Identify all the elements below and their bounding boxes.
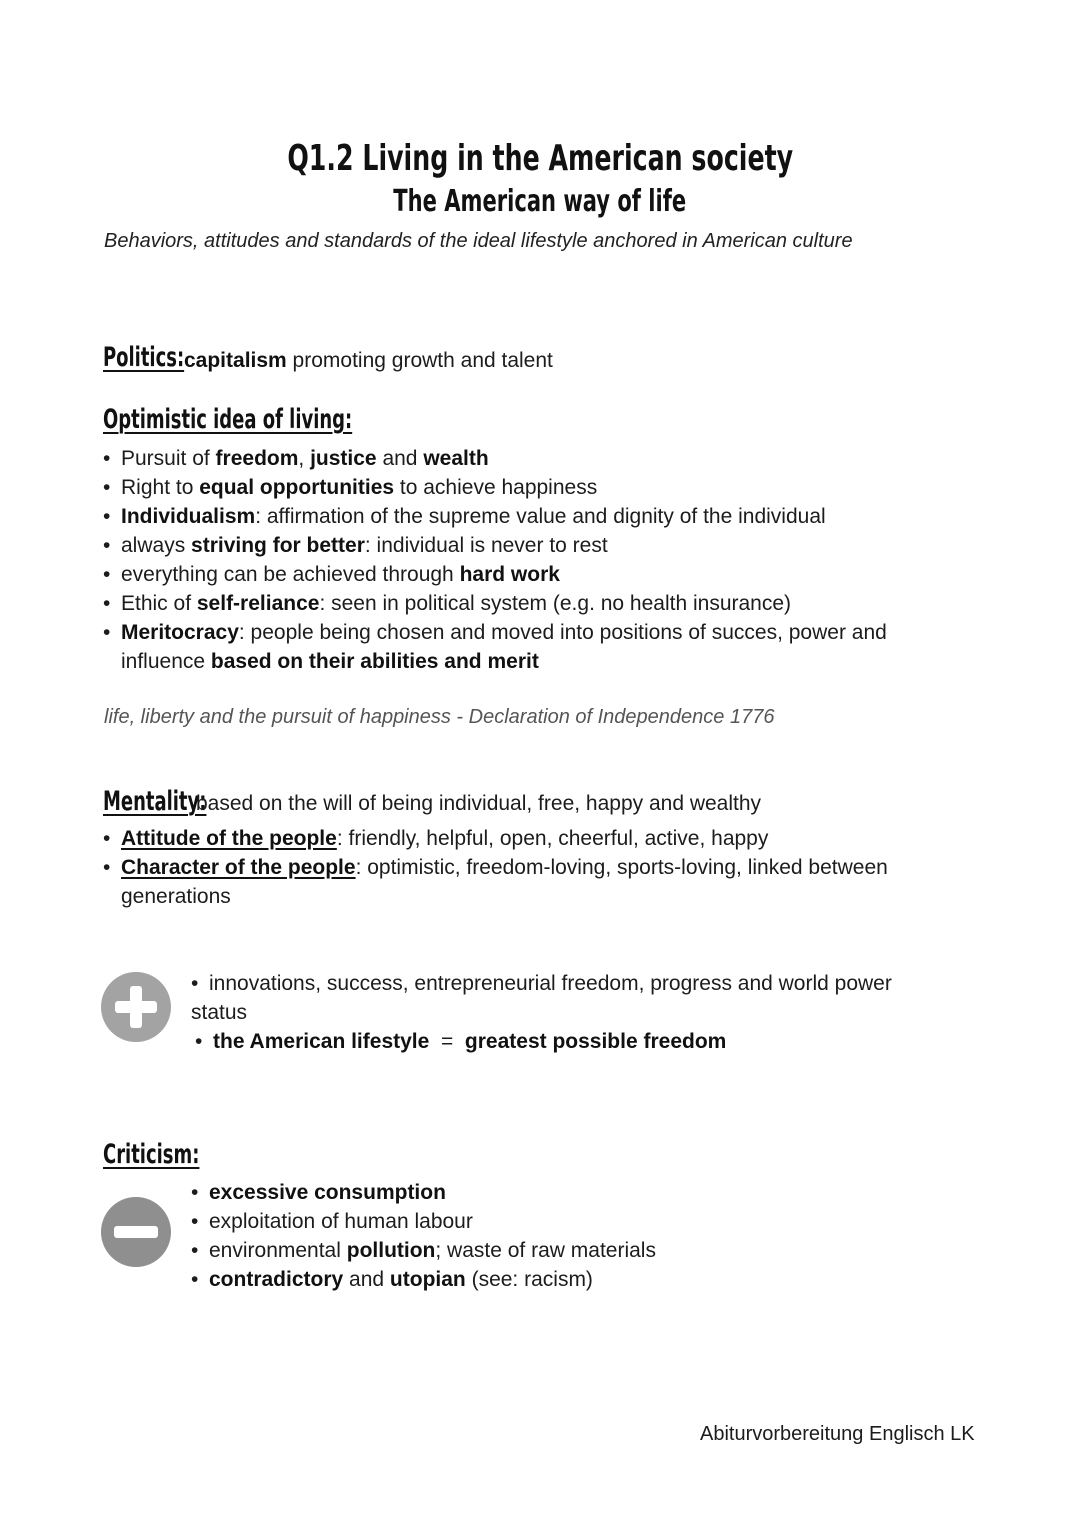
politics-heading: Politics: [103,342,185,373]
page-subtitle: The American way of life [393,184,687,219]
list-item: • Character of the people: optimistic, freedom-loving, sports-loving, linked between generations [103,853,888,911]
page-footer: Abiturvorbereitung Englisch LK [700,1423,975,1445]
list-item-continuation: status [191,1001,248,1024]
plus-icon [101,972,171,1042]
list-item: • Right to equal opportunities to achieve happiness [103,473,887,502]
mentality-heading: Mentality: [103,786,207,817]
list-item: • environmental pollution; waste of raw materials [191,1236,656,1265]
list-item: • exploitation of human labour [191,1207,656,1236]
mentality-list [103,824,888,911]
list-item: • Attitude of the people: friendly, helpful, open, cheerful, active, happy [103,824,888,853]
list-item: • innovations, success, entrepreneurial freedom, progress and world power [191,969,892,998]
list-item: • Ethic of self-reliance: seen in political system (e.g. no health insurance) [103,589,887,618]
declaration-quote: life, liberty and the pursuit of happiness - Declaration of Independence 1776 [104,706,775,728]
criticism-list [191,1178,656,1294]
optimistic-heading: Optimistic idea of living: [103,404,353,435]
list-item: • always striving for better: individual is never to rest [103,531,887,560]
positives-list [191,969,892,1056]
list-item: • everything can be achieved through hard work [103,560,887,589]
list-item: • excessive consumption [191,1178,656,1207]
minus-icon [101,1197,171,1267]
mentality-text: based on the will of being individual, free, happy and wealthy [196,792,762,815]
list-item: • the American lifestyle = greatest possible freedom [195,1027,892,1056]
list-item: • Meritocracy: people being chosen and moved into positions of succes, power and influence based on their abilities and merit [103,618,887,676]
list-item: • Pursuit of freedom, justice and wealth [103,444,887,473]
criticism-heading: Criticism: [103,1139,200,1170]
politics-text: capitalism promoting growth and talent [184,349,553,372]
list-item: • contradictory and utopian (see: racism) [191,1265,656,1294]
definition-text: Behaviors, attitudes and standards of the ideal lifestyle anchored in American culture [104,230,853,252]
list-item: • Individualism: affirmation of the supreme value and dignity of the individual [103,502,887,531]
page-title: Q1.2 Living in the American society [287,138,793,179]
optimistic-list [103,444,887,676]
